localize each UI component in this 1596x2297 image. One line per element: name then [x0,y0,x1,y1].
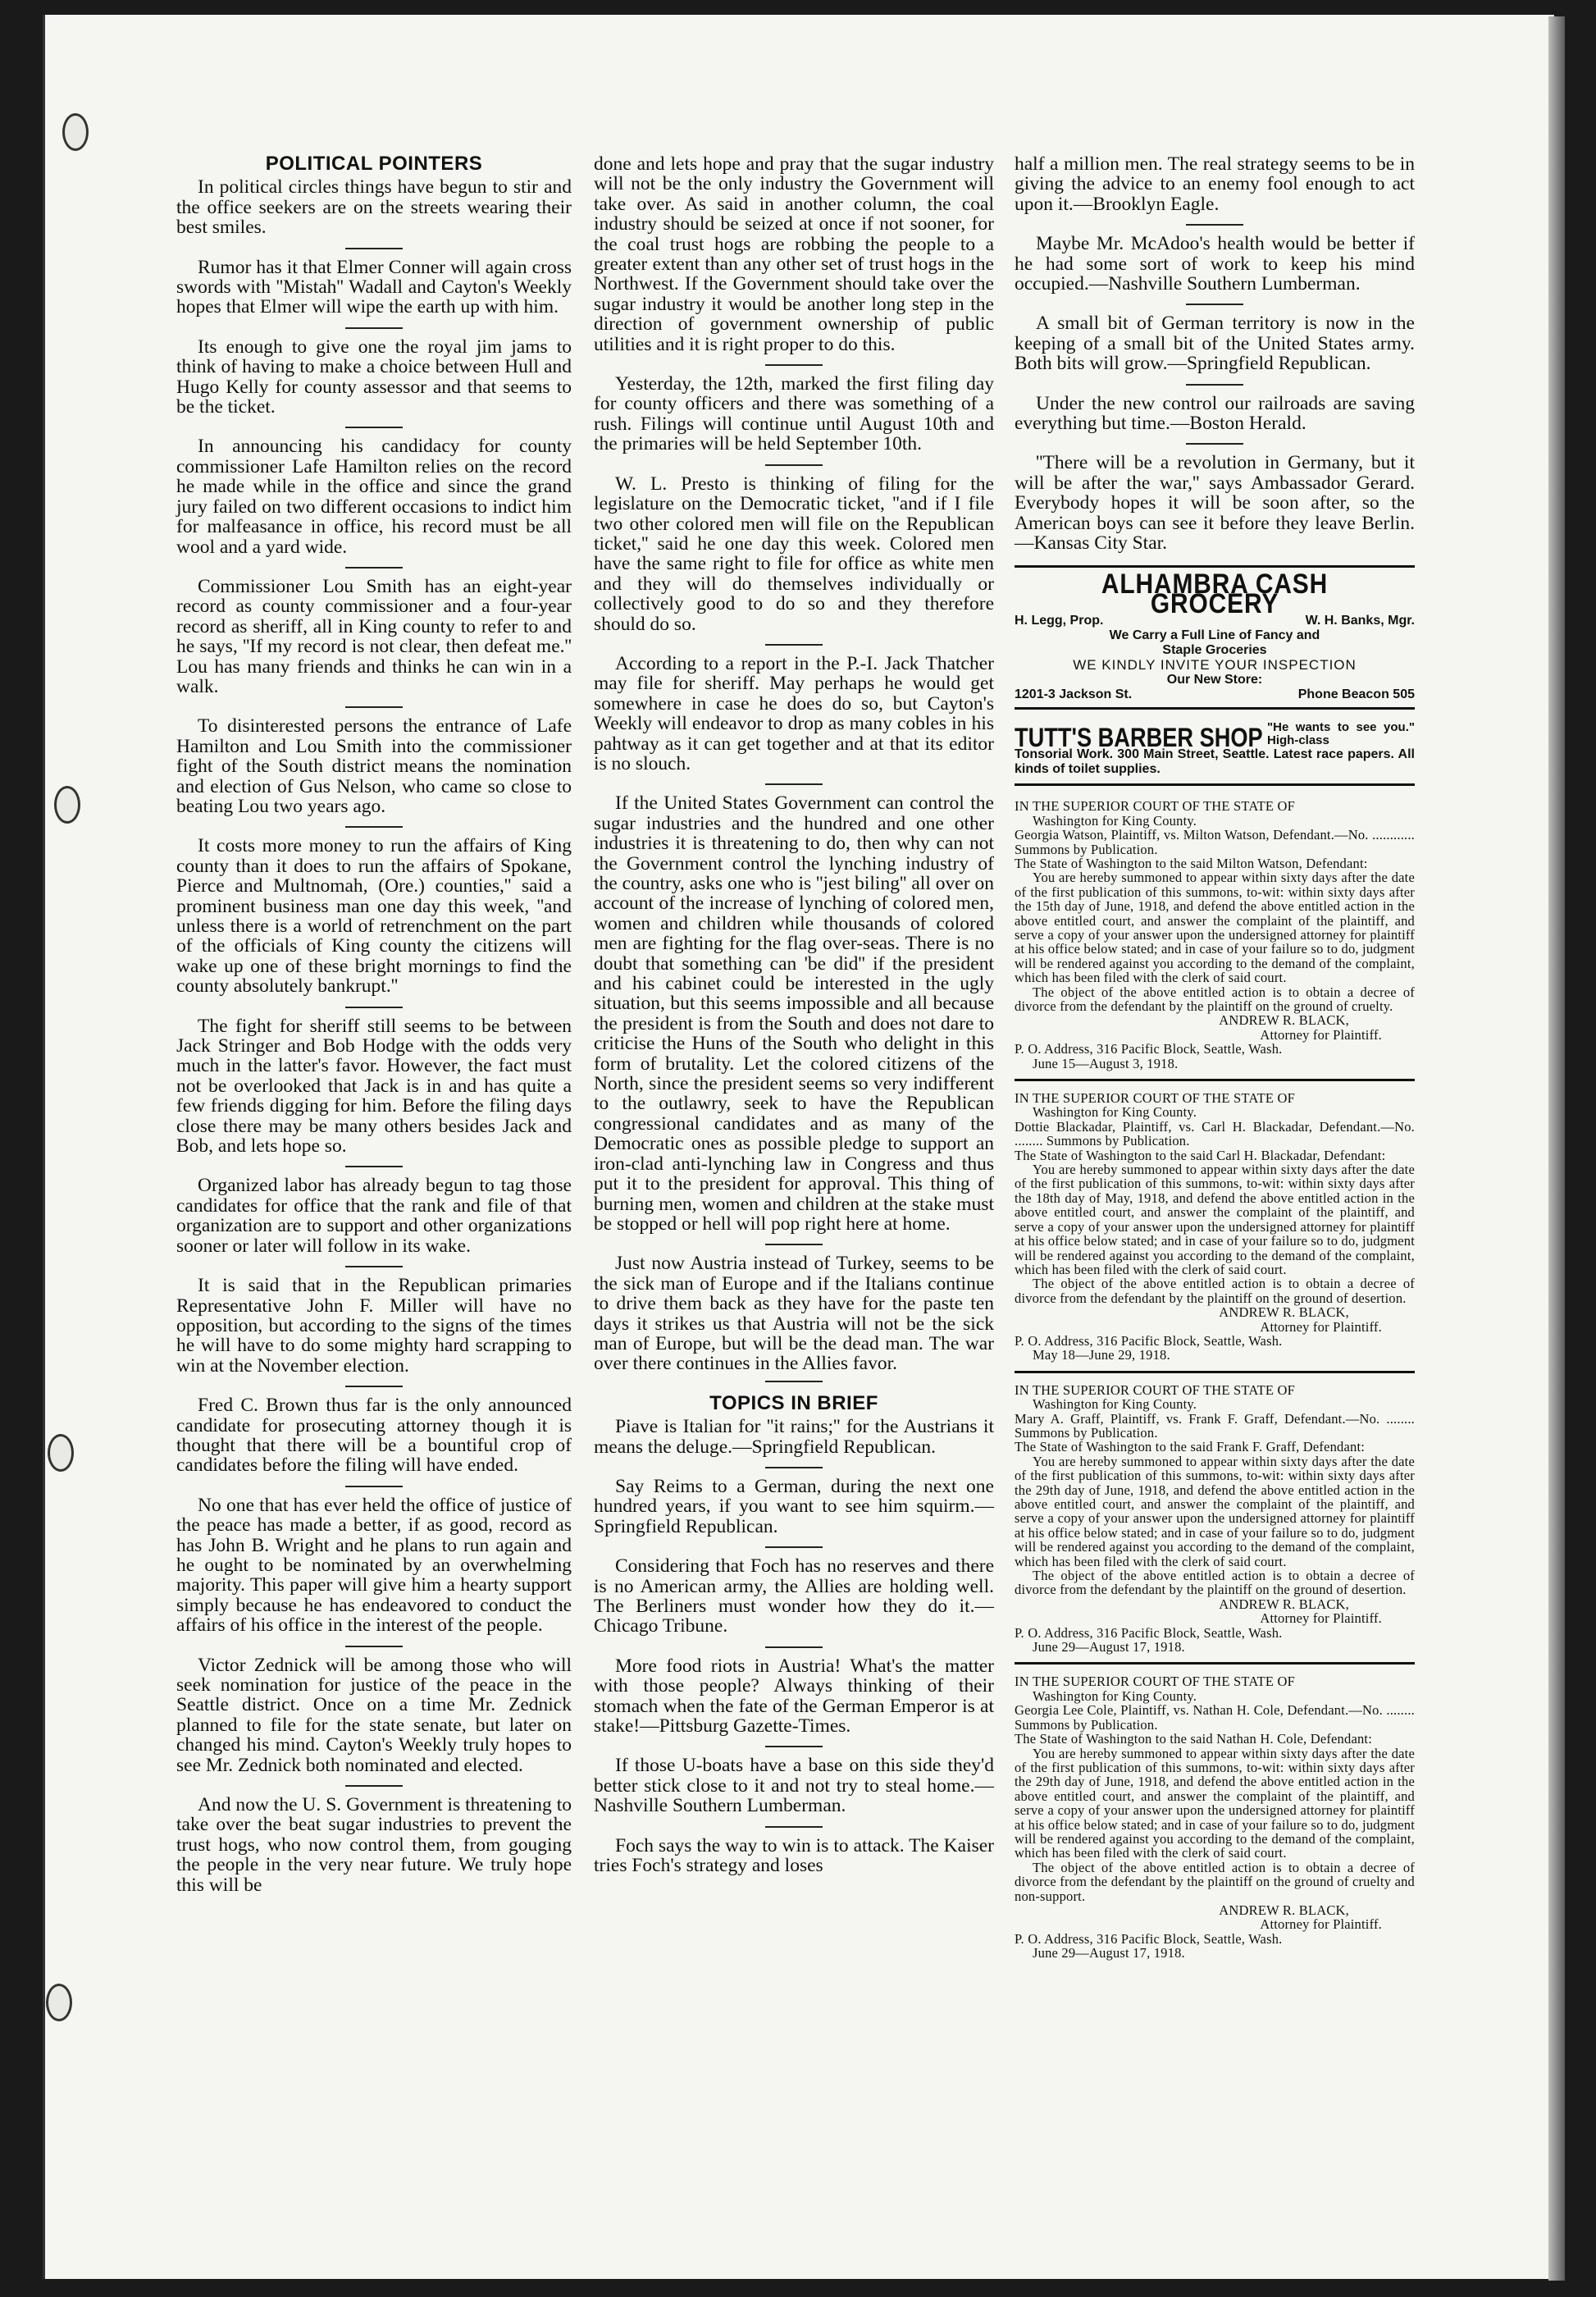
notice-state: The State of Washington to the said Milton Watson, Defendant: [1015,855,1368,871]
article-paragraph: According to a report in the P.-I. Jack Thatcher may file for sheriff. May perhaps he would get somewhere in case he does do so, but Cayton's Weekly will endeavor to drop as many cobles in his pahtway as it can get together and at that its editor is no slouch. [594,652,994,774]
notice-object: The object of the above entitled action is to obtain a decree of divorce from the defendant by the plaintiff on the ground of cruelty. [1015,984,1415,1014]
column-editorials [594,154,994,1875]
brief-paragraph: Piave is Italian for ''it rains;'' for the Austrians it means the deluge.—Springfield Republican. [594,1416,994,1458]
notice-object: The object of the above entitled action is to obtain a decree of divorce from the defendant by the plaintiff on the ground of desertion. [1015,1568,1415,1598]
notice-parties: Georgia Lee Cole, Plaintiff, vs. Nathan H. Cole, Defendant.—No. ........ Summons by Publication. [1015,1702,1415,1733]
article-paragraph: In political circles things have begun to stir and the office seekers are on the streets wearing their best smiles. [176,176,572,239]
separator-rule [345,567,403,569]
grocery-advertisement [1015,565,1415,710]
article-paragraph: Its enough to give one the royal jim jams to think of having to make a choice between Hull and Hugo Kelly for county assessor and that seems to be the ticket. [176,336,572,418]
separator-rule [765,464,823,466]
brief-paragraph: Maybe Mr. McAdoo's health would be better if he had some sort of work to keep his mind occupied.—Nashville Southern Lumberman. [1015,233,1415,295]
notice-court: IN THE SUPERIOR COURT OF THE STATE OF [1015,1381,1296,1398]
notice-attorney: ANDREW R. BLACK, [1219,1596,1349,1612]
article-paragraph: Victor Zednick will be among those who will seek nomination for justice of the peace in the Seattle district. Once on a time Mr. Zednick planned to file for the state senate, but later on changed his mind. Cayton's Weekly truly hopes to see Mr. Zednick both nominated and elected. [176,1654,572,1776]
binder-hole [62,113,89,151]
notice-attorney: ANDREW R. BLACK, [1219,1304,1349,1321]
article-paragraph: Just now Austria instead of Turkey, seems to be the sick man of Europe and if the Italians continue to drive them back as they have for the paste ten days it strikes us that Austria will not be the sick man of Europe, but will be the dead man. The war over there continues in the Allies favor. [594,1253,994,1375]
brief-paragraph: Under the new control our railroads are saving everything but time.—Boston Herald. [1015,392,1415,435]
legal-notice [1015,1377,1415,1665]
article-paragraph: In announcing his candidacy for county commissioner Lafe Hamilton relies on the record he made while in the office and since the grand jury failed on two different occasions to indict him for malfeasance in office, his record must be all wool and a yard wide. [176,436,572,558]
notice-body: You are hereby summoned to appear within sixty days after the date of the first publication of this summons, to-wit: within sixty days after the 29th day of June, 1918, and defend the above entitled action in the above entitled court, and answer the complaint of the plaintiff, and serve a copy of your answer upon the undersigned attorney for plaintiff at his office below stated; and in case of your failure so to do, judgment will be rendered against you according to the demand of the complaint, which has been filed with the clerk of said court. [1015,1453,1415,1569]
article-paragraph: Organized labor has already begun to tag those candidates for office that the rank and file of that organization are to support and other organizations sooner or later will follow in its wake. [176,1175,572,1257]
notice-attorney: ANDREW R. BLACK, [1219,1902,1349,1918]
grocery-contact-row [1015,687,1415,702]
notice-address: P. O. Address, 316 Pacific Block, Seattle, Wash. [1015,1624,1283,1641]
article-paragraph: W. L. Presto is thinking of filing for the legislature on the Democratic ticket, ''and if I file two other colored men will file on the Republican ticket,'' said he one day this week. Colored men have the same right to file for office as white men and they will do themselves individually or collectively good to do so and they therefore should do so. [594,473,994,635]
separator-rule [345,427,403,428]
grocery-address: 1201-3 Jackson St. [1015,687,1133,702]
grocery-line: WE KINDLY INVITE YOUR INSPECTION [1073,657,1357,674]
notice-county: Washington for King County. [1033,1687,1197,1704]
legal-notice [1015,1085,1415,1373]
grocery-line: We Carry a Full Line of Fancy and [1109,628,1320,643]
brief-paragraph: ''There will be a revolution in Germany, but it will be after the war,'' says Ambassador Gerard. Everybody hopes it will be soon after, so the American boys can see it before they leave Berlin.—Kansas City Star. [1015,452,1415,555]
binder-hole [46,1984,72,2021]
separator-rule [765,1646,823,1648]
notice-address: P. O. Address, 316 Pacific Block, Seattle, Wash. [1015,1930,1283,1947]
article-paragraph: If the United States Government can control the sugar industries and the hundred and one other industries it is threatening to do, then why can not the Government control the lynching industry of the country, asks one who is ''jest biling'' all over on account of the increase of lynching of colored men, women and children while thousands of colored men are fighting for the flag over-seas. There is no doubt that something can 'be did'' if the president and his cabinet could be interested in the ugly situation, but this seems impossible and all because the president is from the South and does not dare to criticise the Huns of the South who delight in this form of brutality. Let the colored citizens of the North, since the president seems so very indifferent to the outlawry, seek to have the Republican congressional candidates and as many of the Democratic ones as possible pledge to support an iron-clad anti-lynching law in Congress and thus put it to the president for approval. This thing of burning men, women and children at the stake must be stopped or hell will pop right here at home. [594,792,994,1235]
section-heading: POLITICAL POINTERS [265,153,483,175]
notice-role: Attorney for Plaintiff. [1260,1318,1382,1335]
brief-paragraph: If those U-boats have a base on this side they'd better stick close to it and not try to steal home.—Nashville Southern Lumberman. [594,1755,994,1817]
article-paragraph: Commissioner Lou Smith has an eight-year record as county commissioner and a four-year record as sheriff, all in King county to refer to and he says, ''If my record is not clear, then defeat me.'' Lou has many friends and thinks he can win in a walk. [176,575,572,697]
column-political-pointers [176,154,572,1895]
notice-attorney: ANDREW R. BLACK, [1219,1012,1349,1029]
separator-rule [345,1486,403,1487]
notice-body: You are hereby summoned to appear within sixty days after the date of the first publication of this summons, to-wit: within sixty days after the 18th day of May, 1918, and defend the above entitled action in the above entitled court, and answer the complaint of the plaintiff, and serve a copy of your answer upon the undersigned attorney for plaintiff at his office below stated; and in case of your failure so to do, judgment will be rendered against you according to the demand of the complaint, which has been filed with the clerk of said court. [1015,1162,1415,1277]
notice-parties: Dottie Blackadar, Plaintiff, vs. Carl H. Blackadar, Defendant.—No. ........ Summons by Publication. [1015,1118,1415,1149]
separator-rule [765,1826,823,1828]
notice-object: The object of the above entitled action is to obtain a decree of divorce from the defendant by the plaintiff on the ground of cruelty and non-support. [1015,1859,1415,1904]
notice-parties: Mary A. Graff, Plaintiff, vs. Frank F. Graff, Defendant.—No. ........ Summons by Publication. [1015,1410,1415,1441]
separator-rule [345,1386,403,1387]
article-paragraph: Yesterday, the 12th, marked the first filing day for county officers and there was something of a rush. Filings will continue until August 10th and the primaries will be held September 10th. [594,373,994,455]
separator-rule [345,327,403,329]
notice-county: Washington for King County. [1033,1104,1197,1121]
notice-court: IN THE SUPERIOR COURT OF THE STATE OF [1015,798,1296,815]
notice-dates: May 18—June 29, 1918. [1033,1347,1170,1363]
article-paragraph: Fred C. Brown thus far is the only announced candidate for prosecuting attorney though it is thought that there will be a bountiful crop of candidates before the filing will have ended. [176,1395,572,1477]
column-briefs-and-notices [1015,154,1415,1972]
separator-rule [765,1244,823,1245]
separator-rule [765,1381,823,1382]
notice-role: Attorney for Plaintiff. [1260,1610,1382,1627]
grocery-title: ALHAMBRA CASH GROCERY [1101,568,1329,619]
separator-rule [1186,443,1243,445]
separator-rule [345,248,403,249]
notice-state: The State of Washington to the said Carl H. Blackadar, Defendant: [1015,1147,1386,1163]
separator-rule [1186,384,1243,386]
separator-rule [345,1646,403,1647]
notice-address: P. O. Address, 316 Pacific Block, Seattle, Wash. [1015,1332,1283,1349]
page-edge-shadow [1548,16,1565,2281]
section-heading: TOPICS IN BRIEF [709,1391,878,1414]
separator-rule [765,644,823,646]
brief-paragraph: More food riots in Austria! What's the matter with those people? Always thinking of their stomach when the fate of the German Emperor is at stake!—Pittsburg Gazette-Times. [594,1655,994,1738]
notice-county: Washington for King County. [1033,1396,1197,1413]
article-paragraph: No one that has ever held the office of justice of the peace has made a better, if as good, record as has John B. Wright and he plans to run again and he ought to be nominated by an overwhelming majority. This paper will give him a hearty support simply because he has endeavored to conduct the affairs of his office in the interest of the people. [176,1494,572,1637]
binder-hole [48,1434,74,1472]
binder-hole [54,786,80,824]
separator-rule [765,1546,823,1548]
notice-state: The State of Washington to the said Nathan H. Cole, Defendant: [1015,1731,1373,1747]
separator-rule [765,783,823,785]
article-paragraph: It is said that in the Republican primaries Representative John F. Miller will have no opposition, but according to the signs of the times he will have to do some mighty hard scrapping to win at the November election. [176,1275,572,1377]
brief-paragraph: Foch says the way to win is to attack. The Kaiser tries Foch's strategy and loses [594,1834,994,1877]
brief-paragraph: half a million men. The real strategy seems to be in giving the advice to an enemy fool enough to act upon it.—Brooklyn Eagle. [1015,153,1415,215]
notice-county: Washington for King County. [1033,812,1197,829]
notice-body: You are hereby summoned to appear within sixty days after the date of the first publication of this summons, to-wit: within sixty days after the 15th day of June, 1918, and defend the above entitled action in the above entitled court, and answer the complaint of the plaintiff, and serve a copy of your answer upon the undersigned attorney for plaintiff at his office below stated; and in case of your failure so to do, judgment will be rendered against you according to the demand of the complaint, which has been filed with the clerk of said court. [1015,870,1415,986]
notice-dates: June 29—August 17, 1918. [1033,1639,1185,1655]
notice-state: The State of Washington to the said Frank F. Graff, Defendant: [1015,1439,1366,1455]
brief-paragraph: A small bit of German territory is now in the keeping of a small bit of the United States army. Both bits will grow.—Springfield Republican. [1015,313,1415,375]
notice-court: IN THE SUPERIOR COURT OF THE STATE OF [1015,1674,1296,1690]
brief-paragraph: Say Reims to a German, during the next one hundred years, if you want to see him squirm.—Springfield Republican. [594,1475,994,1537]
legal-notice [1015,792,1415,1081]
article-paragraph: To disinterested persons the entrance of Lafe Hamilton and Lou Smith into the commissioner fight of the South district means the nomination and election of Gus Nelson, who came so close to beating Lou two years ago. [176,715,572,817]
grocery-manager: W. H. Banks, Mgr. [1305,614,1415,628]
brief-paragraph: Considering that Foch has no reserves and there is no American army, the Allies are holding well. The Berliners must wonder how they do it.—Chicago Tribune. [594,1555,994,1637]
notice-role: Attorney for Plaintiff. [1260,1916,1382,1933]
barber-body: Tonsorial Work. 300 Main Street, Seattle. Latest race papers. All kinds of toilet supplies. [1015,747,1415,777]
separator-rule [345,1266,403,1267]
notice-dates: June 15—August 3, 1918. [1033,1055,1179,1071]
grocery-proprietor: H. Legg, Prop. [1015,614,1104,628]
grocery-line: Staple Groceries [1162,643,1267,658]
grocery-line: Our New Store: [1166,673,1263,687]
notice-address: P. O. Address, 316 Pacific Block, Seattle, Wash. [1015,1041,1283,1057]
separator-rule [765,364,823,366]
separator-rule [1186,224,1243,226]
separator-rule [1186,304,1243,305]
notice-body: You are hereby summoned to appear within sixty days after the date of the first publication of this summons, to-wit: within sixty days after the 29th day of June, 1918, and defend the above entitled action in the above entitled court, and answer the complaint of the plaintiff, and serve a copy of your answer upon the undersigned attorney for plaintiff at his office below stated; and in case of your failure so to do, judgment will be rendered against you according to the demand of the complaint, which has been filed with the clerk of said court. [1015,1745,1415,1861]
article-paragraph: done and lets hope and pray that the sugar industry will not be the only industry the Government will take over. As said in another column, the coal industry should be seized at once if not sooner, for the coal trust hogs are robbing the people to a greater extent than any other set of trust hogs in the Northwest. If the Government should take over the sugar industry it would be another long step in the direction of government ownership of public utilities and it is right proper to do this. [594,153,994,355]
separator-rule [345,826,403,828]
barber-title: TUTT'S BARBER SHOP [1015,722,1263,752]
separator-rule [345,706,403,708]
article-paragraph: And now the U. S. Government is threatening to take over the beat sugar industries to prevent the trust hogs, who now control them, from gouging the people in the very near future. We truly hope this will be [176,1794,572,1896]
barber-header [1015,720,1415,752]
article-paragraph: Rumor has it that Elmer Conner will again cross swords with ''Mistah'' Wadall and Cayton's Weekly hopes that Elmer will wipe the earth up with him. [176,256,572,318]
separator-rule [345,1007,403,1008]
separator-rule [345,1166,403,1167]
notice-object: The object of the above entitled action is to obtain a decree of divorce from the defendant by the plaintiff on the ground of desertion. [1015,1276,1415,1306]
article-paragraph: It costs more money to run the affairs of King county than it does to run the affairs of Spokane, Pierce and Multnomah, (Ore.) counties,'' said a prominent business man one day this week, ''and unless there is a world of retrenchment on the part of the officials of King county the citizens will wake up one of these bright mornings to find the county absolutely bankrupt.'' [176,835,572,998]
separator-rule [765,1746,823,1747]
barber-tagline: "He wants to see you." High-class [1267,720,1415,748]
article-paragraph: The fight for sheriff still seems to be between Jack Stringer and Bob Hodge with the odds very much in the latter's favor. However, the fact must not be overlooked that Jack is in and has quite a few friends digging for him. Before the filing days close there may be many others besides Jack and Bob, and lets hope so. [176,1015,572,1158]
barber-advertisement [1015,718,1415,786]
notice-role: Attorney for Plaintiff. [1260,1026,1382,1043]
separator-rule [345,1785,403,1787]
grocery-phone: Phone Beacon 505 [1297,687,1415,702]
separator-rule [765,1467,823,1468]
notice-court: IN THE SUPERIOR COURT OF THE STATE OF [1015,1090,1296,1107]
legal-notice [1015,1668,1415,1968]
notice-parties: Georgia Watson, Plaintiff, vs. Milton Watson, Defendant.—No. ............ Summons by Publication. [1015,827,1415,857]
notice-dates: June 29—August 17, 1918. [1033,1945,1185,1961]
